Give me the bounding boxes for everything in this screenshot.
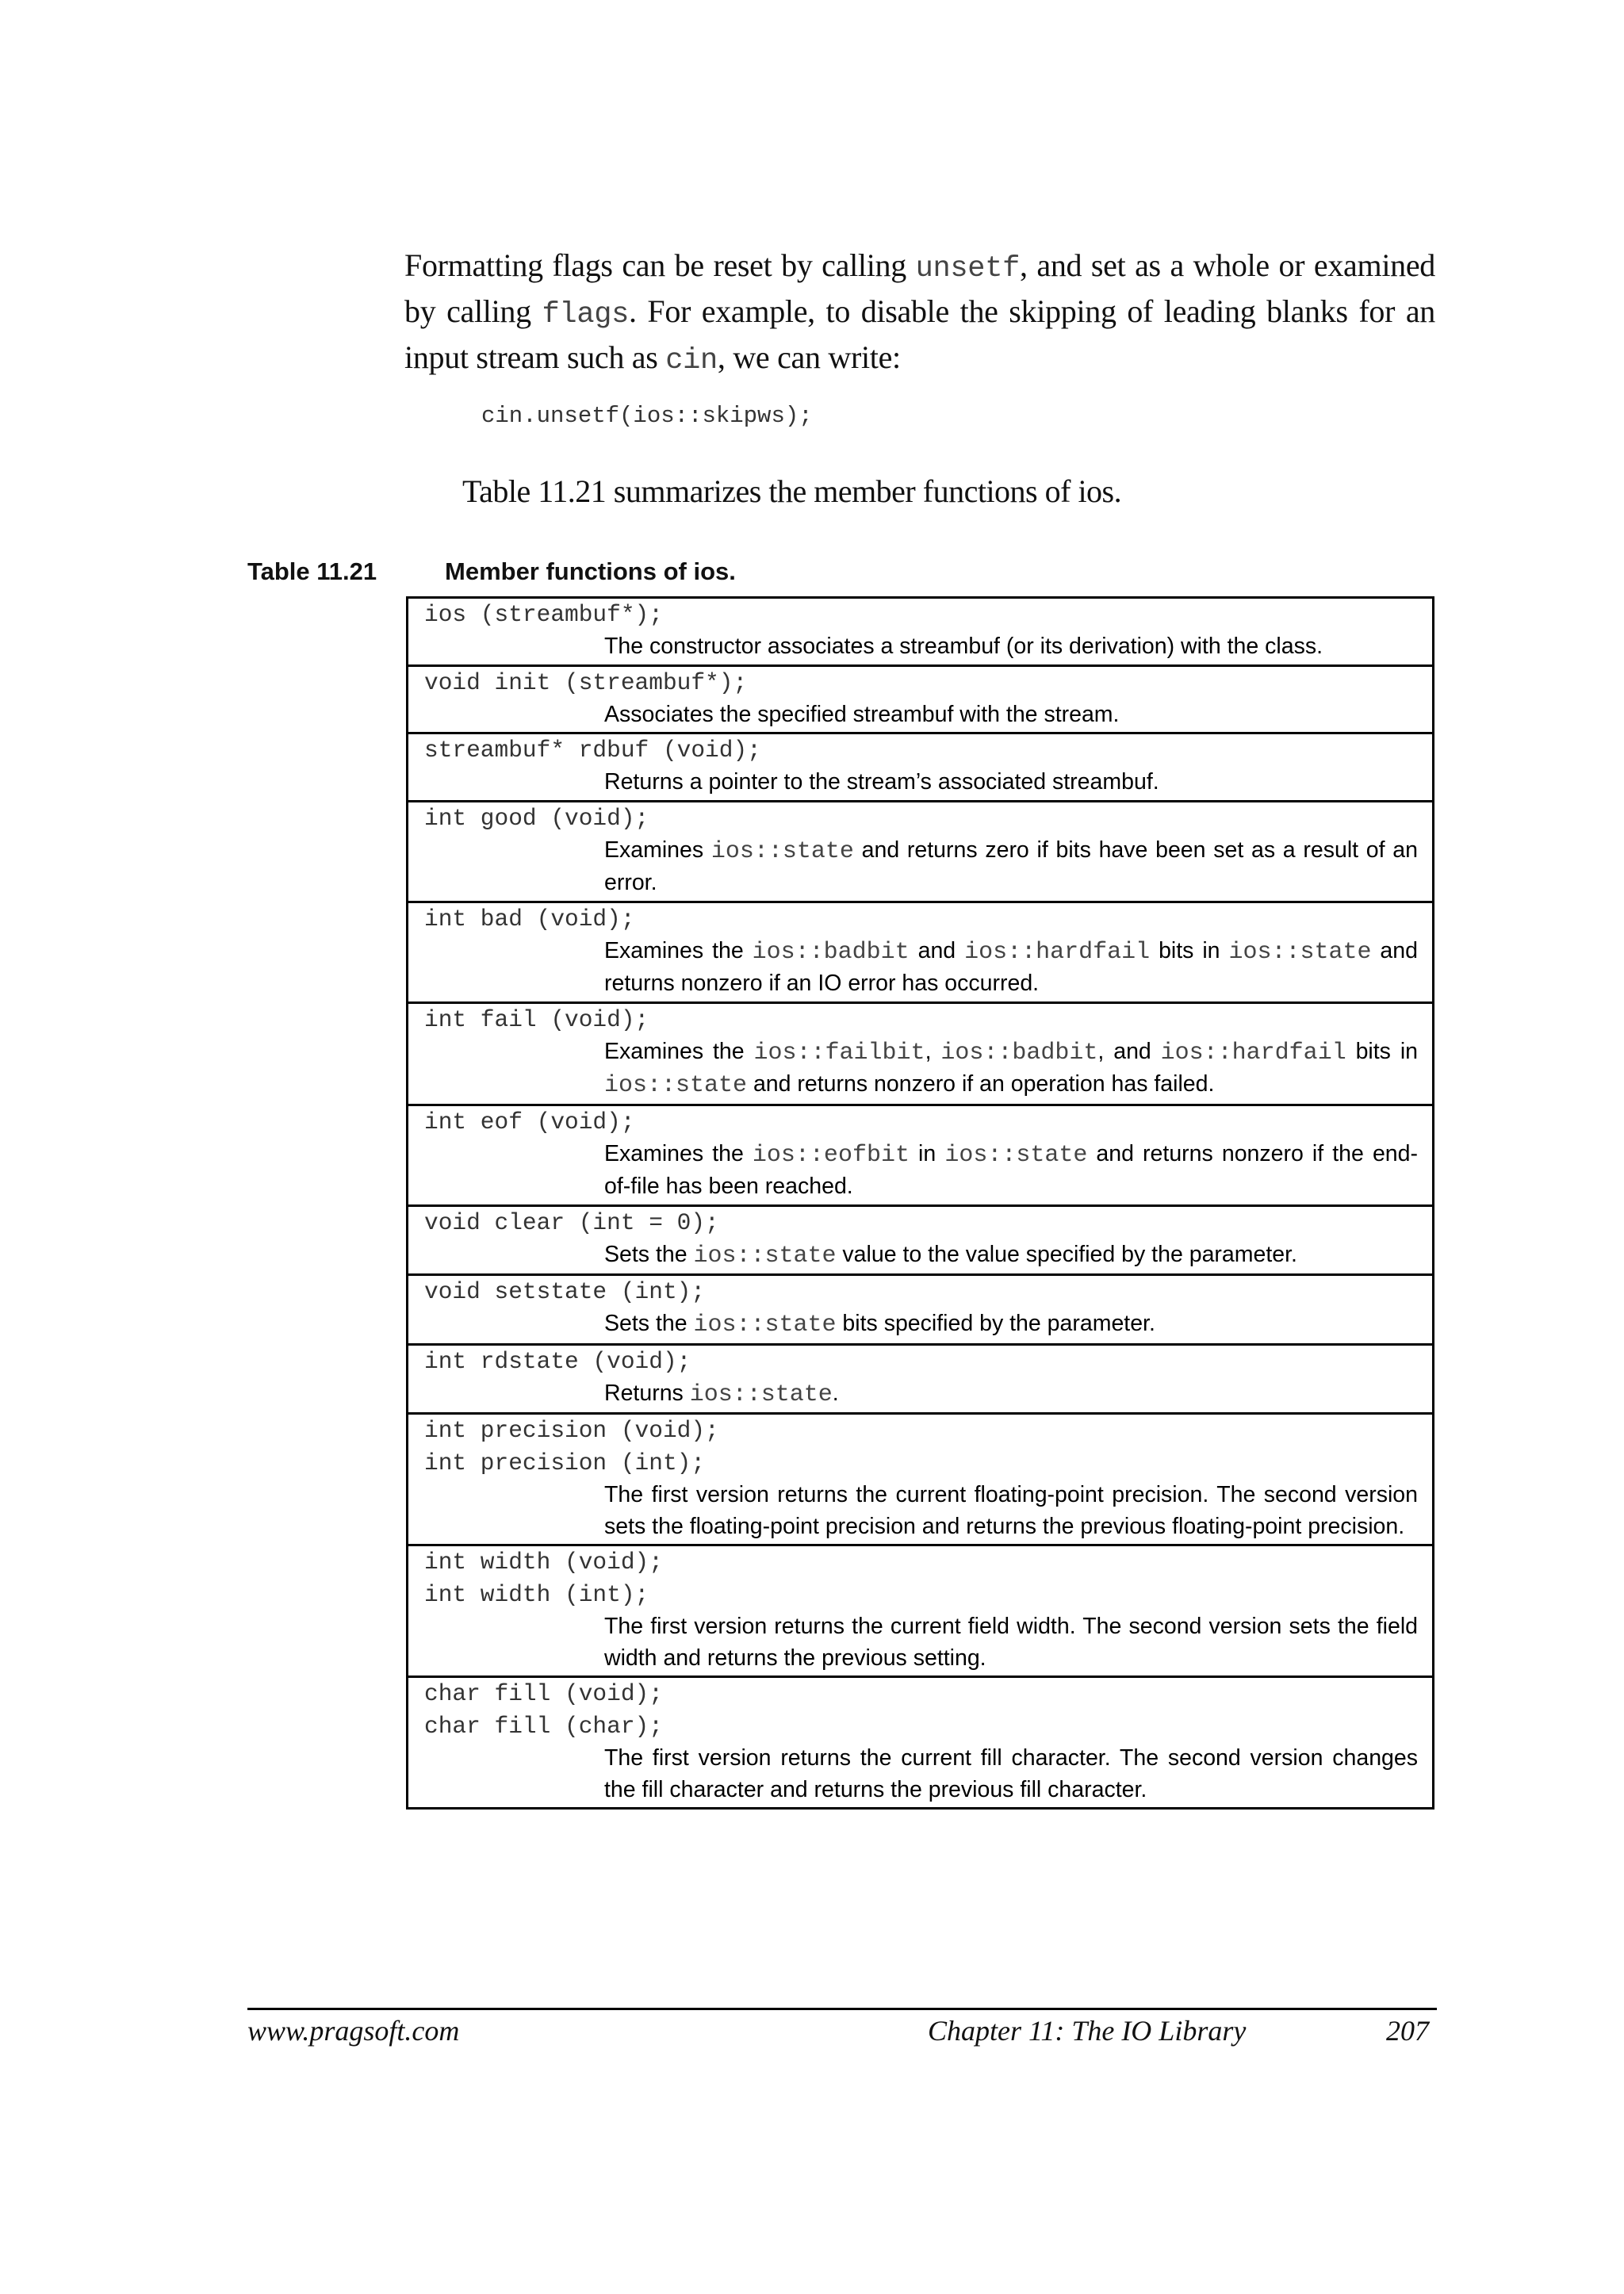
function-signature: int precision (int);	[424, 1450, 706, 1476]
function-signature: char fill (char);	[424, 1713, 663, 1740]
table-row	[408, 1104, 1432, 1204]
table-row	[408, 664, 1432, 733]
function-description	[604, 936, 1418, 1000]
function-signature: int eof (void);	[424, 1108, 635, 1136]
footer-chapter: Chapter 11: The IO Library	[928, 2015, 1247, 2047]
function-signature: int fail (void);	[424, 1005, 649, 1033]
description-text: in	[909, 1140, 945, 1166]
description-text: value to the value specified by the parameter.	[836, 1241, 1297, 1267]
inline-code: ios::hardfail	[1160, 1039, 1346, 1067]
inline-code: ios::badbit	[940, 1039, 1098, 1067]
intro-paragraph	[404, 244, 1435, 382]
function-description	[604, 1743, 1418, 1806]
function-signature: int width (int);	[424, 1581, 649, 1608]
member-functions-table	[406, 596, 1434, 1810]
intro-text-3: . For example, to disable the skipping of leading blanks for an input stream such as	[404, 293, 1435, 375]
description-text: bits in	[1346, 1038, 1418, 1064]
function-signature: int width (void);	[424, 1549, 663, 1576]
function-description	[604, 631, 1418, 663]
description-text: Examines the	[604, 1140, 753, 1166]
inline-code: ios::hardfail	[964, 938, 1151, 966]
function-signature: char fill (void);	[424, 1680, 663, 1707]
description-text: Returns	[604, 1380, 690, 1406]
table-row	[408, 800, 1432, 901]
inline-code: ios::state	[944, 1141, 1088, 1169]
description-text: Sets the	[604, 1311, 694, 1336]
description-text: .	[832, 1380, 839, 1406]
inline-code: ios::state	[604, 1072, 748, 1099]
description-text: Examines the	[604, 1038, 754, 1064]
description-text: ,	[925, 1038, 941, 1064]
inline-code: ios::failbit	[753, 1039, 925, 1067]
description-text: The first version returns the current fill character. The second version changes the fill character and returns the previous fill character.	[604, 1745, 1418, 1802]
function-description	[604, 1378, 1418, 1411]
table-row	[408, 732, 1432, 800]
inline-code: ios::state	[693, 1312, 837, 1338]
function-description	[604, 1139, 1418, 1203]
description-text: and returns nonzero if an operation has failed.	[747, 1071, 1215, 1097]
function-signature: void init (streambuf*);	[424, 668, 748, 696]
description-text: The first version returns the current field width. The second version sets the field width and returns the previous setting.	[604, 1614, 1418, 1671]
function-signature: int good (void);	[424, 804, 649, 832]
description-text: Examines the	[604, 937, 753, 963]
function-signature: void clear (int = 0);	[424, 1208, 719, 1236]
table-row	[408, 1343, 1432, 1413]
description-text: bits in	[1150, 937, 1229, 963]
function-description	[604, 835, 1418, 899]
inline-code: ios::state	[710, 837, 854, 865]
function-description	[604, 699, 1418, 731]
description-text: bits specified by the parameter.	[836, 1311, 1155, 1336]
inline-code: ios::badbit	[752, 938, 910, 966]
footer-page-number: 207	[1386, 2015, 1429, 2047]
inline-code-unsetf: unsetf	[915, 252, 1021, 285]
inline-code: ios::state	[1228, 938, 1372, 966]
function-description	[604, 1611, 1418, 1674]
description-text: Examines	[604, 837, 711, 863]
description-text: and returns nonzero if the end-of-file has been reached.	[604, 1140, 1418, 1199]
table-caption-title: Member functions of ios.	[445, 557, 736, 585]
table-row	[408, 1412, 1432, 1544]
intro-text-2: , and set as a whole or examined by calling	[404, 247, 1435, 329]
inline-code: ios::eofbit	[752, 1141, 910, 1169]
function-signature: void setstate (int);	[424, 1278, 706, 1305]
function-description	[604, 1308, 1418, 1342]
inline-code-cin: cin	[665, 344, 718, 377]
description-text: , and	[1097, 1038, 1161, 1064]
description-text: and returns zero if bits have been set as a result of an error.	[604, 837, 1419, 895]
function-description	[604, 1480, 1418, 1542]
code-example: cin.unsetf(ios::skipws);	[481, 403, 813, 429]
intro-text-4: , we can write:	[717, 339, 901, 375]
footer-rule	[247, 2008, 1437, 2010]
summary-sentence: Table 11.21 summarizes the member functions of ios.	[462, 473, 1122, 509]
table-row	[408, 1001, 1432, 1104]
description-text: Returns a pointer to the stream’s associated streambuf.	[604, 769, 1159, 795]
function-signature: int bad (void);	[424, 905, 635, 933]
table-row	[408, 1204, 1432, 1274]
table-row	[408, 901, 1432, 1001]
description-text: Associates the specified streambuf with the stream.	[604, 701, 1120, 727]
description-text: The first version returns the current floating-point precision. The second version sets the floating-point precision and returns the previous floating-point precision.	[604, 1482, 1418, 1539]
inline-code: ios::state	[693, 1242, 837, 1270]
footer-website: www.pragsoft.com	[247, 2015, 460, 2047]
inline-code-flags: flags	[542, 298, 630, 331]
table-row	[408, 1676, 1432, 1807]
description-text: and returns nonzero if an IO error has occurred.	[604, 937, 1418, 996]
inline-code: ios::state	[689, 1381, 833, 1408]
description-text: The constructor associates a streambuf (or its derivation) with the class.	[604, 634, 1323, 659]
table-row	[408, 1544, 1432, 1676]
table-caption-number: Table 11.21	[247, 557, 377, 585]
description-text: and	[909, 937, 965, 963]
function-description	[604, 1239, 1418, 1273]
function-description	[604, 1036, 1418, 1102]
description-text: Sets the	[604, 1241, 694, 1267]
function-signature: int precision (void);	[424, 1417, 719, 1444]
table-row	[408, 1273, 1432, 1343]
intro-text-1: Formatting flags can be reset by calling	[404, 247, 916, 283]
function-signature: streambuf* rdbuf (void);	[424, 737, 761, 764]
function-signature: int rdstate (void);	[424, 1347, 691, 1375]
table-row	[408, 599, 1432, 664]
function-signature: ios (streambuf*);	[424, 601, 663, 628]
function-description	[604, 767, 1418, 798]
